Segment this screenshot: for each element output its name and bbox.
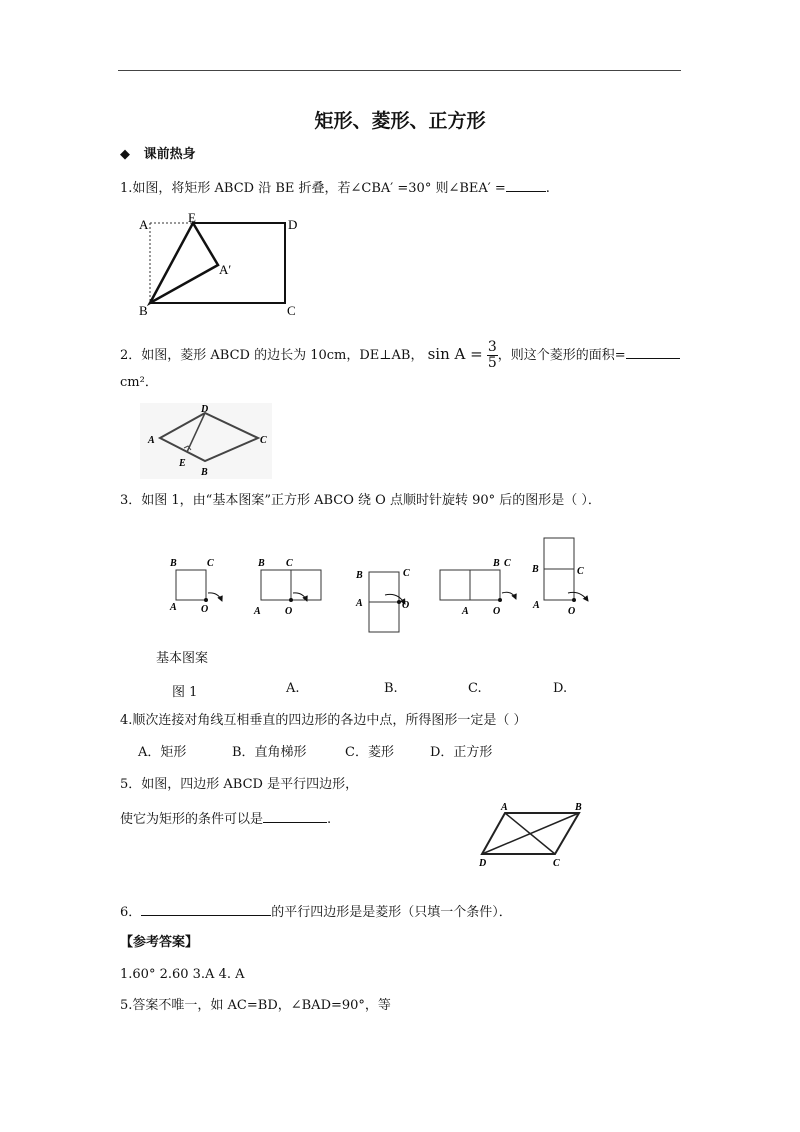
option-b-label: B.: [384, 681, 398, 696]
question-1-end: .: [545, 181, 550, 196]
label-D: D: [288, 217, 298, 232]
question-4-option-b: B．直角梯形: [232, 745, 307, 760]
section-heading: [120, 146, 196, 164]
question-3: 3．如图 1，由“基本图案”正方形 ABCO 绕 O 点顺时针旋转 90° 后的图形是（ ）．: [120, 493, 601, 508]
label-B: B: [139, 303, 148, 318]
svg-text:A: A: [462, 606, 469, 617]
svg-text:C: C: [504, 558, 511, 569]
rotation-options-figure: [150, 530, 610, 645]
label-A: A: [148, 435, 155, 446]
question-6: 6． 的平行四边形是是菱形（只填一个条件）．: [120, 901, 512, 922]
svg-text:A: A: [356, 598, 363, 609]
header-rule: [118, 70, 681, 71]
question-2-text-tail: ，则这个菱形的面积=: [497, 348, 626, 363]
answer-blank: [263, 808, 327, 823]
svg-text:O: O: [493, 606, 501, 617]
fraction: $\frac{3}{5}$: [487, 339, 497, 371]
svg-text:C: C: [403, 568, 410, 579]
label-A-prime: A′: [219, 262, 232, 277]
answer-blank: [506, 177, 546, 192]
page-title: 矩形、菱形、正方形: [314, 110, 486, 132]
label-A: A: [501, 802, 508, 813]
answer-blank: [141, 901, 271, 916]
basic-pattern: [169, 558, 222, 615]
answers-line-2: 5.答案不唯一，如 AC=BD，∠BAD=90°，等: [120, 998, 391, 1013]
figure-1-label: 图 1: [172, 685, 198, 700]
rhombus-figure: [140, 403, 275, 481]
option-a-label: A.: [286, 681, 300, 696]
question-1-text: 1.如图，将矩形 ABCD 沿 BE 折叠，若∠CBA′ =30° 则∠BEA′ =: [120, 181, 506, 196]
svg-text:B: B: [493, 558, 500, 569]
svg-text:C: C: [207, 558, 214, 569]
question-4-option-a: A．矩形: [138, 745, 187, 760]
svg-text:O: O: [402, 600, 410, 611]
question-2-text: 2．如图，菱形 ABCD 的边长为 10cm，DE⊥AB，: [120, 348, 424, 363]
label-D: D: [479, 858, 487, 869]
diamond-bullet-icon: ◆: [120, 147, 130, 162]
question-4-option-c: C．菱形: [345, 745, 394, 760]
question-2-unit: cm²．: [120, 375, 158, 390]
svg-text:A: A: [533, 600, 540, 611]
basic-pattern-label: 基本图案: [156, 651, 209, 666]
label-A: A: [139, 217, 149, 232]
answers-header: 【参考答案】: [120, 935, 199, 950]
question-4-option-d: D．正方形: [430, 745, 493, 760]
answer-blank: [626, 344, 680, 359]
svg-text:A: A: [170, 602, 177, 613]
svg-text:O: O: [201, 604, 209, 615]
svg-text:C: C: [286, 558, 293, 569]
option-b-figure: [355, 568, 410, 632]
option-c-figure: [440, 558, 516, 617]
label-D: D: [201, 404, 209, 415]
answers-line-1: 1.60° 2.60 3.A 4. A: [120, 967, 245, 982]
section-label: 课前热身: [143, 147, 196, 162]
label-C: C: [553, 858, 560, 869]
label-B: B: [575, 802, 582, 813]
option-c-label: C.: [468, 681, 482, 696]
question-2: [120, 340, 680, 371]
svg-text:A: A: [254, 606, 261, 617]
question-5-line-1: 5．如图，四边形 ABCD 是平行四边形，: [120, 777, 359, 792]
label-E: E: [179, 458, 186, 469]
svg-text:B: B: [532, 564, 539, 575]
svg-text:B: B: [258, 558, 265, 569]
option-a-figure: [253, 558, 321, 617]
svg-text:C: C: [577, 566, 584, 577]
option-d-label: D.: [553, 681, 568, 696]
question-5-line-2: 使它为矩形的条件可以是 .: [120, 808, 331, 829]
parallelogram-figure: [475, 800, 600, 868]
svg-text:B: B: [170, 558, 177, 569]
label-E: E: [188, 210, 196, 225]
svg-text:O: O: [285, 606, 293, 617]
label-C: C: [287, 303, 296, 318]
label-C: C: [260, 435, 267, 446]
question-1: [120, 177, 550, 198]
label-B: B: [201, 467, 208, 478]
rectangle-fold-figure: [135, 210, 310, 318]
sin-expression: sin A =: [427, 345, 483, 363]
svg-text:B: B: [356, 570, 363, 581]
svg-text:O: O: [568, 606, 576, 617]
option-d-figure: [531, 538, 588, 617]
question-4: 4.顺次连接对角线互相垂直的四边形的各边中点，所得图形一定是（ ）: [120, 713, 527, 728]
